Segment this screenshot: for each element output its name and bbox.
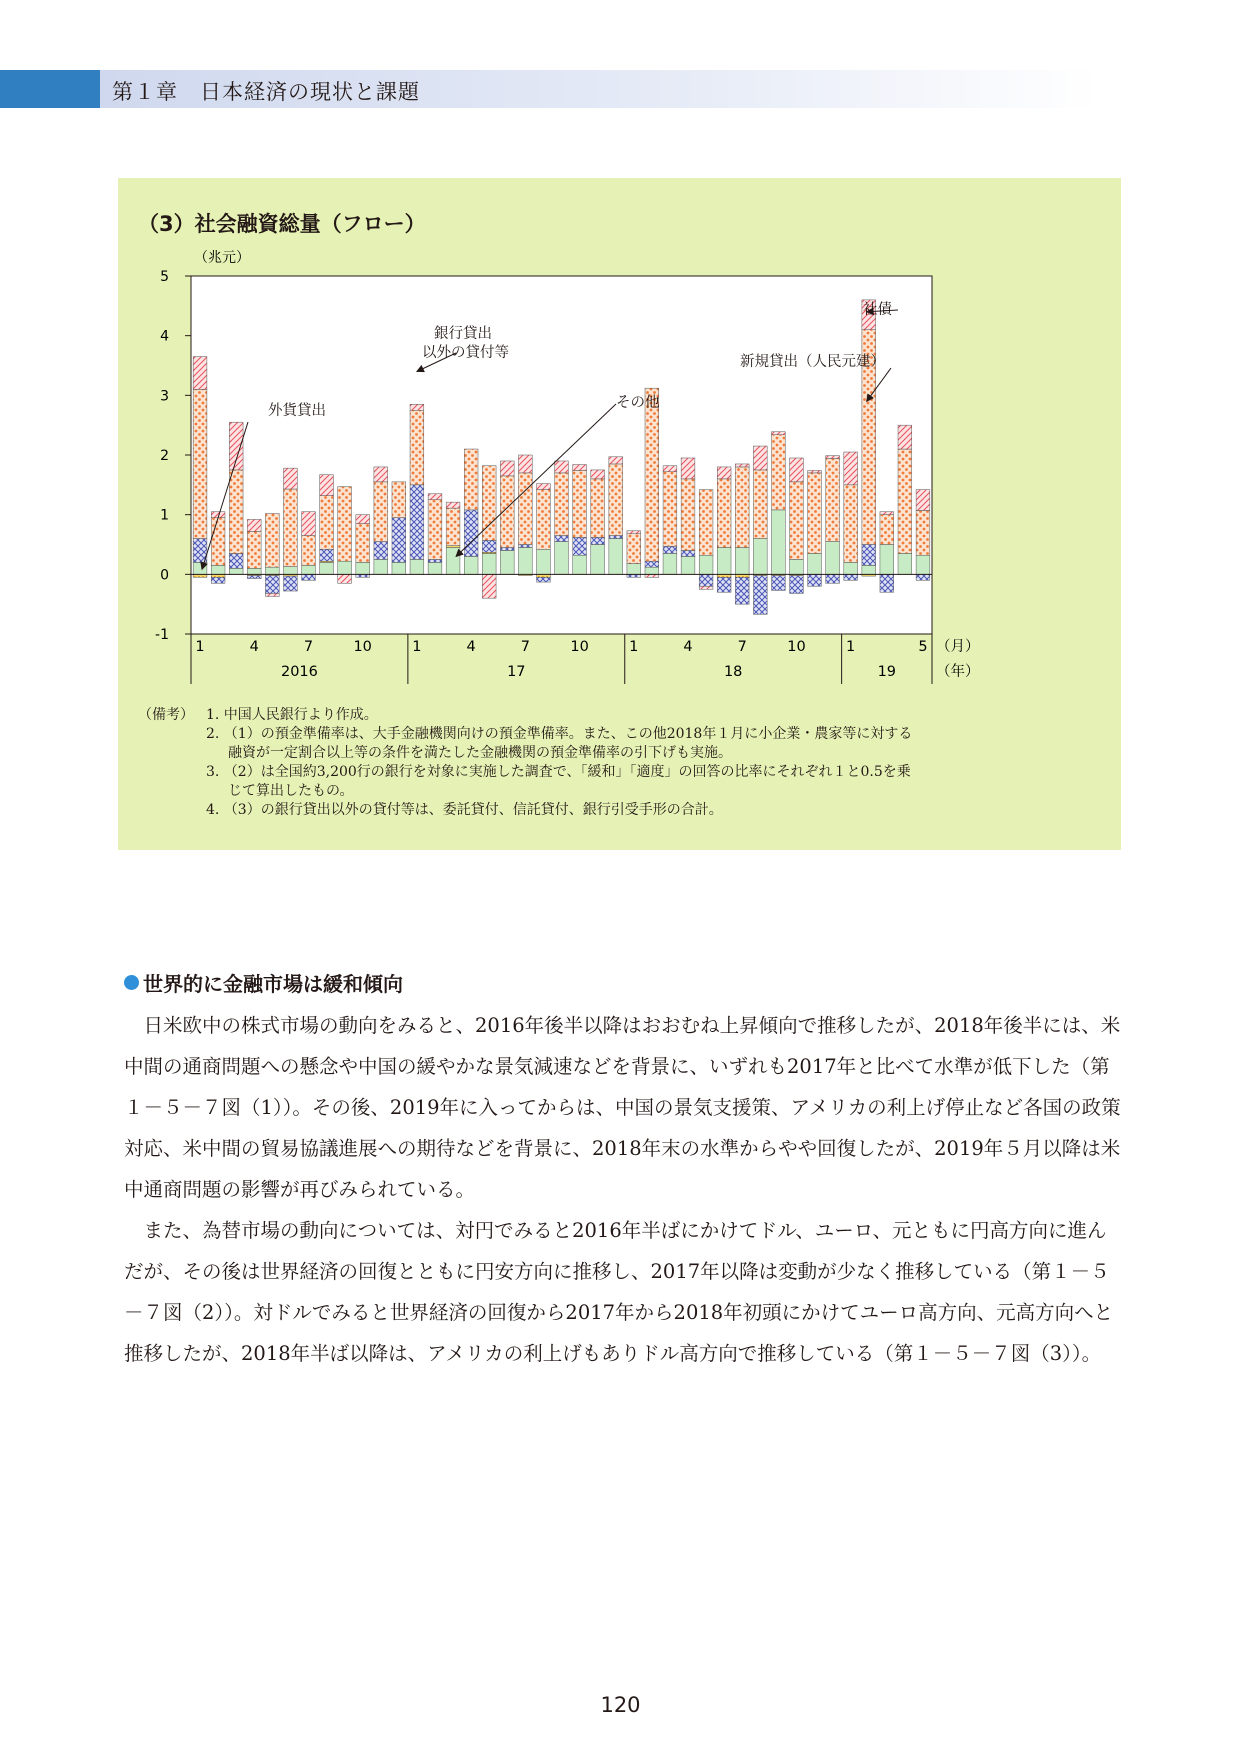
bar-segment-bonds xyxy=(573,465,587,471)
bar-segment-loans xyxy=(663,472,677,547)
bar-segment-shadow xyxy=(790,576,804,594)
bar-segment-loans xyxy=(374,482,388,542)
bar-segment-other xyxy=(772,510,786,574)
bar-segment-other xyxy=(247,568,261,574)
bar-segment-other xyxy=(627,564,641,575)
bar-segment-loans xyxy=(627,534,641,564)
bar-segment-loans xyxy=(844,485,858,563)
x-month-label: 1 xyxy=(412,639,422,655)
bar-segment-loans xyxy=(247,531,261,568)
bar-segment-other xyxy=(446,547,460,574)
bar-segment-shadow xyxy=(591,537,605,544)
bar-segment-loans xyxy=(735,467,749,548)
x-month-label: 4 xyxy=(466,639,476,655)
bar-segment-bonds xyxy=(356,515,370,524)
bar-segment-other xyxy=(229,568,243,574)
bar-segment-loans xyxy=(699,490,713,556)
bar-segment-loans xyxy=(790,482,804,560)
bar-segment-bonds xyxy=(735,464,749,467)
bar-segment-other xyxy=(374,559,388,574)
y-tick-label: 0 xyxy=(160,567,169,584)
figure-title: （3）社会融資総量（フロー） xyxy=(138,212,426,236)
y-tick-label: 3 xyxy=(160,388,169,405)
bar-segment-shadow xyxy=(735,577,749,604)
bar-segment-shadow xyxy=(374,542,388,560)
figure-notes xyxy=(138,706,1098,820)
bar-segment-bonds xyxy=(826,456,840,459)
bar-segment-shadow xyxy=(265,576,279,594)
bar-segment-bonds xyxy=(790,458,804,482)
y-tick-label: -1 xyxy=(155,627,169,643)
bar-segment-shadow xyxy=(518,545,532,548)
bar-segment-shadow xyxy=(753,576,767,615)
x-year-label: 2016 xyxy=(280,664,318,680)
note-2-cont: 融資が一定割合以上等の条件を満たした金融機関の預金準備率の引下げも実施。 xyxy=(228,745,732,761)
bar-segment-shadow xyxy=(808,574,822,586)
x-unit-month: （月） xyxy=(936,639,980,655)
bar-segment-other xyxy=(880,545,894,575)
bar-segment-other xyxy=(645,567,659,574)
x-month-label: 1 xyxy=(846,639,856,655)
bar-segment-loans xyxy=(392,482,406,518)
bar-segment-loans xyxy=(717,479,731,548)
x-month-label: 10 xyxy=(787,639,806,655)
bar-segment-other xyxy=(284,567,298,575)
bar-segment-other xyxy=(735,547,749,574)
y-tick-label: 5 xyxy=(160,269,169,285)
x-month-label: 7 xyxy=(303,639,314,655)
bar-segment-bonds xyxy=(446,502,460,508)
bar-segment-bonds xyxy=(880,512,894,515)
bar-segment-shadow xyxy=(609,536,623,539)
note-3: 3. （2）は全国約3,200行の銀行を対象に実施した調査で、「緩和」「適度」の回答の比率にそれぞれ１と0.5を乗 xyxy=(206,764,911,780)
x-month-label: 7 xyxy=(737,639,747,655)
bar-segment-bonds xyxy=(808,471,822,473)
bar-segment-shadow xyxy=(482,540,496,552)
bar-segment-bonds xyxy=(663,466,677,472)
label-other: その他 xyxy=(616,395,660,411)
bar-segment-shadow xyxy=(645,561,659,567)
bar-segment-other xyxy=(808,553,822,574)
bar-segment-loans xyxy=(591,479,605,537)
bar-segment-bonds xyxy=(717,467,731,479)
bar-segment-shadow xyxy=(320,549,334,561)
x-month-label: 4 xyxy=(683,639,693,655)
note-3-cont: じて算出したもの。 xyxy=(228,783,354,799)
bar-segment-other xyxy=(862,565,876,574)
bar-segment-other xyxy=(211,565,225,574)
bar-segment-loans xyxy=(573,471,587,538)
x-unit-year: （年） xyxy=(936,664,980,680)
bar-segment-other xyxy=(916,555,930,574)
bar-segment-other xyxy=(844,562,858,574)
bar-segment-bonds xyxy=(772,432,786,435)
bar-segment-bonds xyxy=(302,512,316,536)
bar-segment-shadow xyxy=(826,574,840,583)
y-tick-label: 4 xyxy=(160,328,169,345)
bar-segment-shadow xyxy=(573,537,587,555)
bar-segment-other xyxy=(609,539,623,575)
x-month-label: 1 xyxy=(629,639,639,655)
bar-segment-loans xyxy=(880,515,894,545)
bar-segment-other xyxy=(410,559,424,574)
bar-segment-other xyxy=(265,567,279,574)
bar-segment-shadow xyxy=(663,546,677,553)
bar-segment-bonds xyxy=(284,468,298,489)
bar-segment-other xyxy=(518,547,532,574)
bar-segment-bonds xyxy=(916,490,930,511)
bar-segment-loans xyxy=(302,536,316,566)
x-year-label: 17 xyxy=(507,664,526,680)
x-year-label: 18 xyxy=(723,664,743,680)
chapter-header xyxy=(0,70,1241,108)
paragraph-1: 日米欧中の株式市場の動向をみると、2016年後半以降はおおむね上昇傾向で推移したが、2018年後半には、米中間の通商問題への懸念や中国の緩やかな景気減速などを背景に、いずれも2017年と比べて水準が低下した（第１－５－７図（1））。その後、2019年に入ってからは、中国の景気支援策、アメリカの利上げ停止など各国の政策対応、米中間の貿易協議進展への期待などを背景に、2018年末の水準からやや回復したが、2019年５月以降は米中通商問題の影響が再びみられている。 xyxy=(124,1014,1121,1201)
bar-segment-other xyxy=(753,539,767,575)
header-accent xyxy=(0,70,100,108)
bar-segment-other xyxy=(573,555,587,574)
bar-segment-other xyxy=(338,561,352,574)
bar-segment-bonds xyxy=(320,475,334,496)
bar-segment-other xyxy=(392,562,406,574)
y-unit-label: （兆元） xyxy=(194,250,250,266)
bar-segment-bonds xyxy=(247,519,261,531)
chapter-title: 第１章 日本経済の現状と課題 xyxy=(112,80,420,104)
bar-segment-other xyxy=(320,562,334,574)
section-heading xyxy=(124,968,403,997)
bar-segment-shadow xyxy=(537,577,551,582)
bar-segment-shadow xyxy=(392,518,406,563)
bar-segment-other xyxy=(681,556,695,574)
x-month-label: 4 xyxy=(249,639,259,655)
bar-segment-other xyxy=(428,562,442,574)
label-bonds: 社債 xyxy=(863,302,892,318)
bar-segment-bonds xyxy=(428,494,442,500)
bar-segment-loans xyxy=(338,487,352,562)
x-month-label: 1 xyxy=(195,639,205,655)
bar-segment-loans xyxy=(808,473,822,554)
bar-segment-shadow xyxy=(844,574,858,580)
bar-segment-shadow xyxy=(229,553,243,568)
bar-segment-shadow xyxy=(717,577,731,592)
bar-segment-other xyxy=(699,555,713,574)
bar-segment-other xyxy=(663,553,677,574)
bar-segment-loans xyxy=(681,479,695,551)
bar-segment-bonds xyxy=(374,467,388,482)
bar-segment-shadow xyxy=(699,574,713,586)
bar-segment-bonds xyxy=(265,593,279,596)
bar-segment-loans xyxy=(356,524,370,563)
bar-segment-loans xyxy=(555,473,569,536)
bar-segment-bonds xyxy=(555,461,569,473)
bar-segment-other xyxy=(302,565,316,574)
bar-segment-loans xyxy=(211,518,225,566)
bar-segment-loans xyxy=(265,513,279,567)
bar-segment-bonds xyxy=(410,404,424,410)
bar-segment-loans xyxy=(753,470,767,539)
bar-segment-fx xyxy=(446,546,460,548)
label-fx: 外貨貸出 xyxy=(268,403,326,419)
body-text xyxy=(124,1005,1124,1374)
x-year-label: 19 xyxy=(877,664,897,680)
bar-segment-shadow xyxy=(464,510,478,557)
bar-segment-loans xyxy=(410,410,424,485)
x-month-label: 10 xyxy=(570,639,589,655)
bar-segment-bonds xyxy=(753,446,767,470)
note-4: 4. （3）の銀行貸出以外の貸付等は、委託貸付、信託貸付、銀行引受手形の合計。 xyxy=(206,802,723,818)
bar-segment-loans xyxy=(446,508,460,546)
bar-segment-other xyxy=(193,562,207,574)
bar-segment-shadow xyxy=(772,576,786,591)
y-tick-label: 2 xyxy=(160,448,169,464)
bar-segment-loans xyxy=(898,449,912,553)
bar-segment-bonds xyxy=(518,455,532,473)
bar-segment-other xyxy=(482,553,496,574)
bar-segment-bonds xyxy=(609,457,623,464)
bar-segment-bonds xyxy=(898,425,912,449)
bar-segment-bonds xyxy=(338,574,352,583)
bar-segment-shadow xyxy=(302,574,316,580)
bar-segment-loans xyxy=(284,489,298,567)
bar-segment-bonds xyxy=(193,357,207,390)
label-shadow-line2: 以外の貸付等 xyxy=(422,345,509,361)
section-title: 世界的に金融市場は緩和傾向 xyxy=(143,972,403,996)
bar-segment-other xyxy=(464,556,478,574)
bar-segment-other xyxy=(500,550,514,574)
bullet-icon xyxy=(124,975,139,990)
bar-segment-shadow xyxy=(211,577,225,583)
bar-segment-loans xyxy=(320,496,334,550)
bar-segment-other xyxy=(717,547,731,574)
bar-segment-loans xyxy=(645,388,659,561)
bar-segment-other xyxy=(826,542,840,575)
bar-segment-loans xyxy=(916,510,930,555)
x-month-label: 10 xyxy=(353,639,372,655)
note-2: 2. （1）の預金準備率は、大手金融機関向けの預金準備率。また、この他2018年１月に小企業・農家等に対する xyxy=(206,726,913,742)
label-loans: 新規貸出（人民元建） xyxy=(740,354,885,370)
bar-segment-shadow xyxy=(500,547,514,550)
social-financing-chart xyxy=(138,240,1098,692)
bar-segment-bonds xyxy=(681,458,695,479)
bar-segment-bonds xyxy=(699,586,713,589)
bar-segment-bonds xyxy=(627,531,641,534)
bar-segment-shadow xyxy=(916,574,930,580)
bar-segment-other xyxy=(537,549,551,574)
bar-segment-other xyxy=(591,545,605,575)
bar-segment-loans xyxy=(428,500,442,560)
bar-segment-shadow xyxy=(880,574,894,592)
bar-segment-shadow xyxy=(555,536,569,542)
x-month-label: 7 xyxy=(520,639,530,655)
notes-label: （備考） xyxy=(138,707,194,723)
bar-segment-other xyxy=(555,542,569,575)
bar-segment-other xyxy=(356,562,370,574)
bar-segment-bonds xyxy=(844,452,858,485)
bar-segment-shadow xyxy=(247,576,261,579)
bar-segment-loans xyxy=(537,490,551,550)
bar-segment-loans xyxy=(193,389,207,538)
bar-segment-bonds xyxy=(500,461,514,476)
bar-segment-loans xyxy=(826,459,840,542)
bar-segment-loans xyxy=(464,449,478,510)
bar-segment-loans xyxy=(518,473,532,545)
label-shadow-line1: 銀行貸出 xyxy=(434,326,492,342)
bar-segment-shadow xyxy=(410,485,424,560)
note-1: 1. 中国人民銀行より作成。 xyxy=(206,707,378,723)
bar-segment-loans xyxy=(772,435,786,510)
bar-segment-shadow xyxy=(428,559,442,562)
y-tick-label: 1 xyxy=(160,507,169,524)
bar-segment-other xyxy=(898,553,912,574)
bar-segment-shadow xyxy=(862,545,876,566)
bar-segment-other xyxy=(790,559,804,574)
bar-segment-bonds xyxy=(482,574,496,598)
page-number: 120 xyxy=(600,1693,641,1717)
paragraph-2: また、為替市場の動向については、対円でみると2016年半ばにかけてドル、ユーロ、元ともに円高方向に進んだが、その後は世界経済の回復とともに円安方向に推移し、2017年以降は変動が少なく推移している（第１－５－７図（2））。対ドルでみると世界経済の回復から2017年から2018年初頭にかけてユーロ高方向、元高方向へと推移したが、2018年半ば以降は、アメリカの利上げもありドル高方向で推移している（第１－５－７図（3））。 xyxy=(124,1219,1114,1365)
bar-segment-loans xyxy=(609,464,623,536)
bar-segment-bonds xyxy=(591,470,605,479)
bar-segment-loans xyxy=(229,470,243,554)
x-month-label: 5 xyxy=(918,639,928,655)
bar-segment-shadow xyxy=(284,576,298,591)
bar-segment-shadow xyxy=(681,550,695,556)
bar-segment-bonds xyxy=(537,484,551,490)
